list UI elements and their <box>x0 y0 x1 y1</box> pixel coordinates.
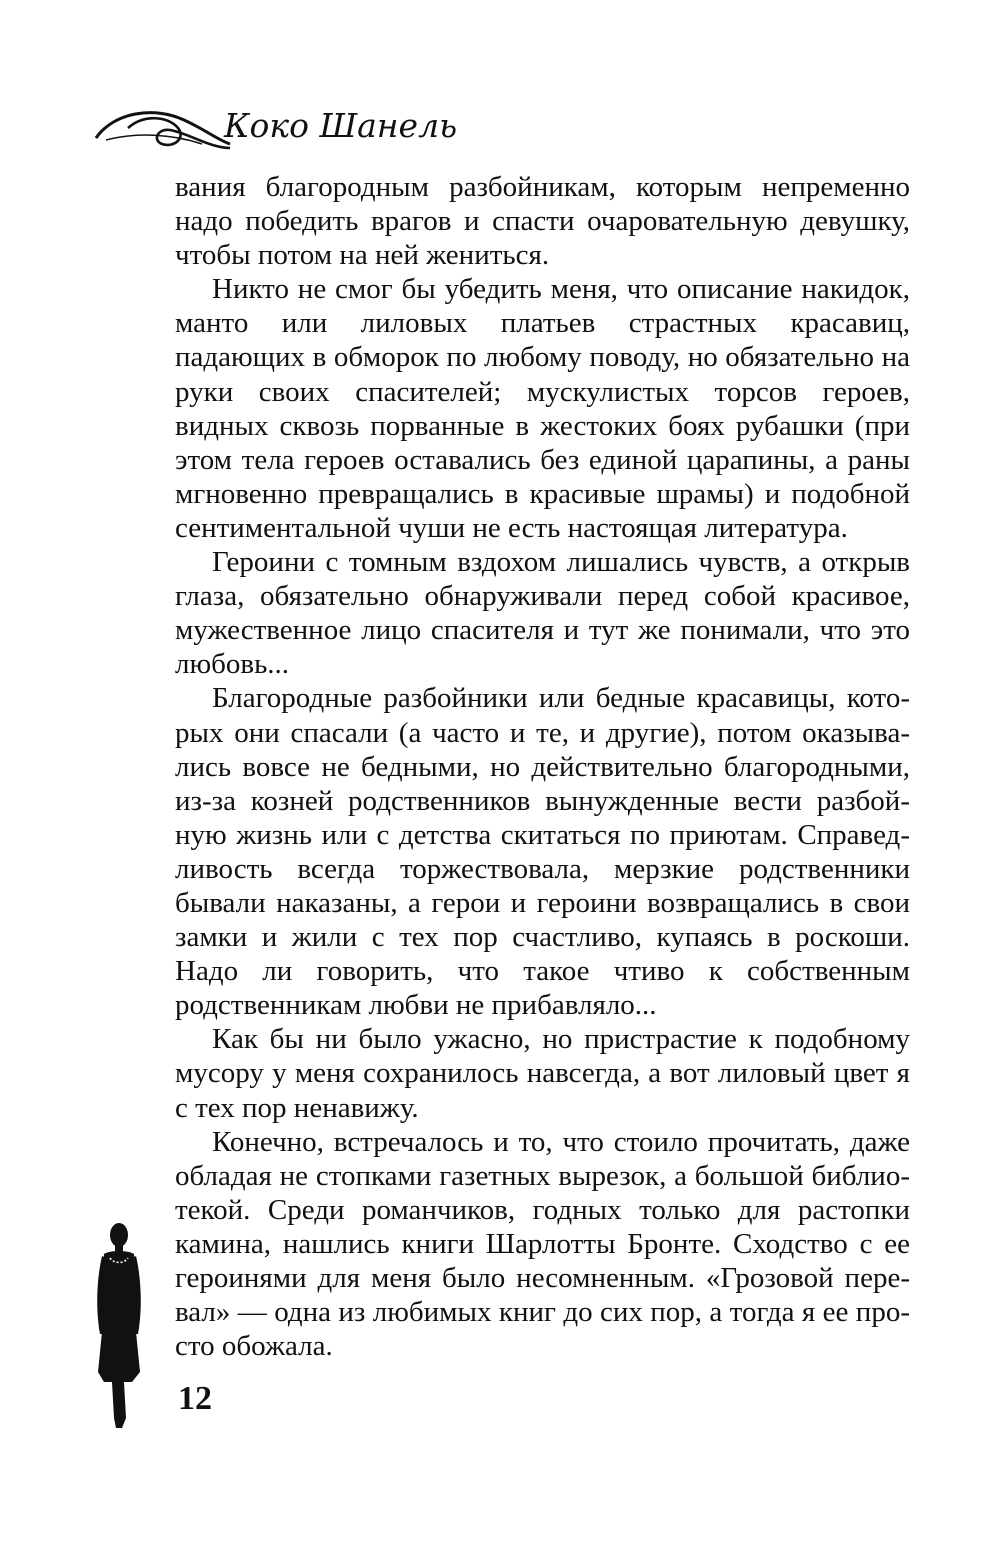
page-number: 12 <box>178 1380 212 1417</box>
body-text <box>175 170 910 1363</box>
paragraph-6: Конечно, встречалось и то, что стоило прочитать, даже обладая не стопками газетных вырезок, а большой библиотекой. Среди романчиков, годных только для растопки камина, нашлись книги Шарлотты Бронте. Сходство с ее героинями для меня было несомненным. «Грозовой перевал» — одна из любимых книг до сих пор, а тогда я ее просто обожала. <box>175 1125 910 1363</box>
paragraph-4: Благородные разбойники или бедные красавицы, которых они спасали (а часто и те, и другие), потом оказывались вовсе не бедными, но действительно благородными, из-за козней родственников вынужденные вести разбойную жизнь или с детства скитаться по приютам. Справедливость всегда торжествовала, мерзкие родственники бывали наказаны, а герои и героини возвращались в свои замки и жили с тех пор счастливо, купаясь в роскоши. Надо ли говорить, что такое чтиво к собственным родственникам любви не прибавляло... <box>175 682 910 1022</box>
paragraph-1: вания благородным разбойникам, которым непременно надо победить врагов и спасти очаровательную девушку, чтобы потом на ней жениться. <box>175 171 910 272</box>
running-title: Коко Шанель <box>224 106 458 145</box>
paragraph-5: Как бы ни было ужасно, но пристрастие к подобному мусору у меня сохранилось навсегда, а вот лиловый цвет я с тех пор ненавижу. <box>175 1023 910 1124</box>
calligraphic-swash-ornament-icon <box>92 98 232 158</box>
running-header <box>92 98 458 158</box>
woman-silhouette-icon <box>92 1222 146 1432</box>
paragraph-2: Никто не смог бы убедить меня, что описание накидок, манто или лиловых платьев страстных красавиц, падающих в обморок по любому поводу, но обязательно на руки своих спасителей; мускулистых торсов героев, видных сквозь порванные в жестоких боях рубашки (при этом тела героев оставались без единой царапины, а раны мгновенно превращались в красивые шрамы) и подобной сентиментальной чуши не есть настоящая литература. <box>175 273 910 544</box>
paragraph-3: Героини с томным вздохом лишались чувств, а открыв глаза, обязательно обнаруживали перед собой красивое, мужественное лицо спасителя и тут же понимали, что это любовь... <box>175 546 910 681</box>
